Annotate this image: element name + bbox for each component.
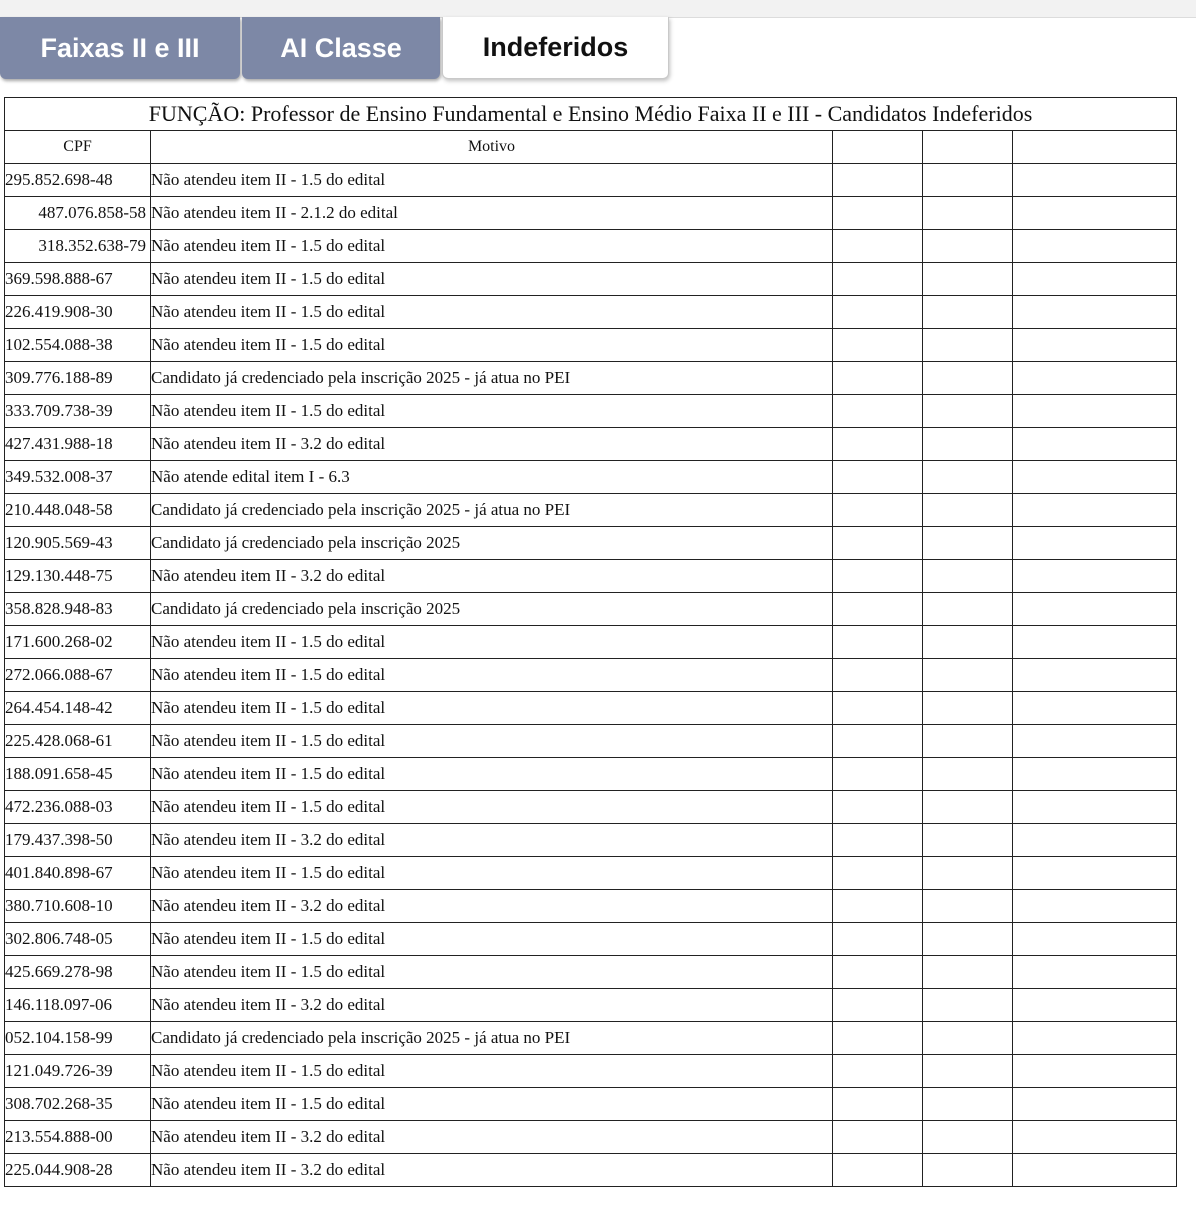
- empty-cell: [923, 725, 1013, 758]
- empty-cell: [1013, 692, 1177, 725]
- empty-cell: [1013, 923, 1177, 956]
- empty-cell: [923, 659, 1013, 692]
- cpf-cell: 210.448.048-58: [5, 494, 151, 527]
- empty-cell: [1013, 659, 1177, 692]
- motivo-cell: Não atendeu item II - 1.5 do edital: [151, 395, 833, 428]
- empty-cell: [833, 164, 923, 197]
- table-row: [5, 1022, 1177, 1055]
- empty-cell: [833, 230, 923, 263]
- empty-cell: [833, 1055, 923, 1088]
- motivo-cell: Não atende edital item I - 6.3: [151, 461, 833, 494]
- motivo-cell: Não atendeu item II - 1.5 do edital: [151, 659, 833, 692]
- table-title: FUNÇÃO: Professor de Ensino Fundamental e Ensino Médio Faixa II e III - Candidatos Indeferidos: [5, 98, 1177, 131]
- motivo-cell: Candidato já credenciado pela inscrição 2025: [151, 527, 833, 560]
- empty-cell: [923, 956, 1013, 989]
- tab-faixas-ii-e-iii[interactable]: Faixas II e III: [0, 17, 240, 79]
- empty-cell: [1013, 626, 1177, 659]
- table-row: [5, 560, 1177, 593]
- cpf-cell: 358.828.948-83: [5, 593, 151, 626]
- empty-cell: [833, 1154, 923, 1187]
- empty-cell: [833, 395, 923, 428]
- empty-cell: [923, 857, 1013, 890]
- column-header-empty: [923, 131, 1013, 164]
- motivo-cell: Não atendeu item II - 1.5 do edital: [151, 296, 833, 329]
- cpf-cell: 188.091.658-45: [5, 758, 151, 791]
- empty-cell: [1013, 230, 1177, 263]
- empty-cell: [1013, 395, 1177, 428]
- table-row: [5, 296, 1177, 329]
- motivo-cell: Não atendeu item II - 3.2 do edital: [151, 1121, 833, 1154]
- empty-cell: [923, 1121, 1013, 1154]
- empty-cell: [923, 758, 1013, 791]
- motivo-cell: Não atendeu item II - 3.2 do edital: [151, 890, 833, 923]
- empty-cell: [833, 362, 923, 395]
- table-row: [5, 989, 1177, 1022]
- cpf-cell: 487.076.858-58: [5, 197, 151, 230]
- column-header-cpf: CPF: [5, 131, 151, 164]
- cpf-cell: 264.454.148-42: [5, 692, 151, 725]
- table-row: [5, 857, 1177, 890]
- cpf-cell: 225.044.908-28: [5, 1154, 151, 1187]
- motivo-cell: Não atendeu item II - 1.5 do edital: [151, 1055, 833, 1088]
- empty-cell: [833, 824, 923, 857]
- motivo-cell: Não atendeu item II - 1.5 do edital: [151, 857, 833, 890]
- motivo-cell: Não atendeu item II - 3.2 do edital: [151, 428, 833, 461]
- cpf-cell: 272.066.088-67: [5, 659, 151, 692]
- cpf-cell: 226.419.908-30: [5, 296, 151, 329]
- motivo-cell: Não atendeu item II - 3.2 do edital: [151, 1154, 833, 1187]
- empty-cell: [833, 593, 923, 626]
- empty-cell: [923, 989, 1013, 1022]
- empty-cell: [923, 1088, 1013, 1121]
- empty-cell: [923, 1154, 1013, 1187]
- cpf-cell: 052.104.158-99: [5, 1022, 151, 1055]
- indeferidos-table: [4, 97, 1177, 1187]
- empty-cell: [1013, 197, 1177, 230]
- motivo-cell: Não atendeu item II - 3.2 do edital: [151, 560, 833, 593]
- sheet-tabs: [0, 17, 1196, 81]
- table-row: [5, 593, 1177, 626]
- empty-cell: [1013, 857, 1177, 890]
- empty-cell: [923, 428, 1013, 461]
- empty-cell: [923, 527, 1013, 560]
- table-row: [5, 923, 1177, 956]
- empty-cell: [1013, 263, 1177, 296]
- empty-cell: [923, 197, 1013, 230]
- cpf-cell: 120.905.569-43: [5, 527, 151, 560]
- empty-cell: [923, 329, 1013, 362]
- table-row: [5, 824, 1177, 857]
- cpf-cell: 318.352.638-79: [5, 230, 151, 263]
- motivo-cell: Não atendeu item II - 1.5 do edital: [151, 725, 833, 758]
- empty-cell: [833, 428, 923, 461]
- empty-cell: [923, 296, 1013, 329]
- cpf-cell: 380.710.608-10: [5, 890, 151, 923]
- table-row: [5, 395, 1177, 428]
- motivo-cell: Não atendeu item II - 2.1.2 do edital: [151, 197, 833, 230]
- motivo-cell: Não atendeu item II - 3.2 do edital: [151, 824, 833, 857]
- empty-cell: [833, 1022, 923, 1055]
- column-header-empty: [833, 131, 923, 164]
- empty-cell: [923, 494, 1013, 527]
- motivo-cell: Não atendeu item II - 1.5 do edital: [151, 329, 833, 362]
- empty-cell: [1013, 164, 1177, 197]
- empty-cell: [923, 626, 1013, 659]
- cpf-cell: 102.554.088-38: [5, 329, 151, 362]
- cpf-cell: 179.437.398-50: [5, 824, 151, 857]
- cpf-cell: 369.598.888-67: [5, 263, 151, 296]
- table-row: [5, 197, 1177, 230]
- cpf-cell: 333.709.738-39: [5, 395, 151, 428]
- cpf-cell: 308.702.268-35: [5, 1088, 151, 1121]
- empty-cell: [1013, 758, 1177, 791]
- empty-cell: [833, 461, 923, 494]
- top-toolbar-strip: [0, 0, 1196, 18]
- cpf-cell: 401.840.898-67: [5, 857, 151, 890]
- table-row: [5, 494, 1177, 527]
- table-row: [5, 956, 1177, 989]
- motivo-cell: Candidato já credenciado pela inscrição 2025: [151, 593, 833, 626]
- empty-cell: [833, 923, 923, 956]
- empty-cell: [1013, 1055, 1177, 1088]
- motivo-cell: Não atendeu item II - 1.5 do edital: [151, 692, 833, 725]
- empty-cell: [1013, 428, 1177, 461]
- empty-cell: [833, 791, 923, 824]
- table-row: [5, 1121, 1177, 1154]
- motivo-cell: Não atendeu item II - 1.5 do edital: [151, 164, 833, 197]
- motivo-cell: Não atendeu item II - 1.5 do edital: [151, 791, 833, 824]
- table-row: [5, 230, 1177, 263]
- empty-cell: [923, 692, 1013, 725]
- empty-cell: [833, 560, 923, 593]
- empty-cell: [1013, 329, 1177, 362]
- motivo-cell: Candidato já credenciado pela inscrição 2025 - já atua no PEI: [151, 362, 833, 395]
- cpf-cell: 146.118.097-06: [5, 989, 151, 1022]
- empty-cell: [1013, 824, 1177, 857]
- cpf-cell: 302.806.748-05: [5, 923, 151, 956]
- empty-cell: [923, 230, 1013, 263]
- empty-cell: [1013, 461, 1177, 494]
- motivo-cell: Não atendeu item II - 1.5 do edital: [151, 1088, 833, 1121]
- tab-ai-classe[interactable]: AI Classe: [242, 17, 440, 79]
- empty-cell: [923, 362, 1013, 395]
- motivo-cell: Não atendeu item II - 1.5 do edital: [151, 956, 833, 989]
- table-row: [5, 725, 1177, 758]
- empty-cell: [923, 923, 1013, 956]
- cpf-cell: 225.428.068-61: [5, 725, 151, 758]
- tab-indeferidos[interactable]: Indeferidos: [442, 17, 669, 79]
- cpf-cell: 427.431.988-18: [5, 428, 151, 461]
- empty-cell: [833, 857, 923, 890]
- empty-cell: [833, 890, 923, 923]
- column-header-motivo: Motivo: [151, 131, 833, 164]
- empty-cell: [923, 395, 1013, 428]
- empty-cell: [833, 329, 923, 362]
- empty-cell: [923, 461, 1013, 494]
- cpf-cell: 472.236.088-03: [5, 791, 151, 824]
- empty-cell: [833, 725, 923, 758]
- empty-cell: [833, 626, 923, 659]
- cpf-cell: 425.669.278-98: [5, 956, 151, 989]
- motivo-cell: Não atendeu item II - 1.5 do edital: [151, 758, 833, 791]
- empty-cell: [1013, 1088, 1177, 1121]
- empty-cell: [1013, 560, 1177, 593]
- empty-cell: [1013, 725, 1177, 758]
- column-header-empty: [1013, 131, 1177, 164]
- table-row: [5, 329, 1177, 362]
- empty-cell: [1013, 1022, 1177, 1055]
- empty-cell: [833, 296, 923, 329]
- table-row: [5, 428, 1177, 461]
- empty-cell: [833, 494, 923, 527]
- empty-cell: [833, 692, 923, 725]
- motivo-cell: Não atendeu item II - 1.5 do edital: [151, 923, 833, 956]
- empty-cell: [923, 1055, 1013, 1088]
- empty-cell: [1013, 1121, 1177, 1154]
- empty-cell: [923, 824, 1013, 857]
- empty-cell: [833, 989, 923, 1022]
- empty-cell: [1013, 362, 1177, 395]
- empty-cell: [923, 164, 1013, 197]
- empty-cell: [1013, 296, 1177, 329]
- motivo-cell: Não atendeu item II - 3.2 do edital: [151, 989, 833, 1022]
- cpf-cell: 129.130.448-75: [5, 560, 151, 593]
- motivo-cell: Candidato já credenciado pela inscrição 2025 - já atua no PEI: [151, 1022, 833, 1055]
- empty-cell: [1013, 1154, 1177, 1187]
- empty-cell: [1013, 527, 1177, 560]
- empty-cell: [1013, 956, 1177, 989]
- table-row: [5, 1088, 1177, 1121]
- table-row: [5, 626, 1177, 659]
- motivo-cell: Candidato já credenciado pela inscrição 2025 - já atua no PEI: [151, 494, 833, 527]
- empty-cell: [923, 791, 1013, 824]
- table-row: [5, 659, 1177, 692]
- motivo-cell: Não atendeu item II - 1.5 do edital: [151, 230, 833, 263]
- cpf-cell: 213.554.888-00: [5, 1121, 151, 1154]
- empty-cell: [833, 1088, 923, 1121]
- cpf-cell: 171.600.268-02: [5, 626, 151, 659]
- empty-cell: [833, 659, 923, 692]
- cpf-cell: 309.776.188-89: [5, 362, 151, 395]
- empty-cell: [833, 956, 923, 989]
- empty-cell: [1013, 593, 1177, 626]
- cpf-cell: 121.049.726-39: [5, 1055, 151, 1088]
- cpf-cell: 295.852.698-48: [5, 164, 151, 197]
- empty-cell: [833, 758, 923, 791]
- empty-cell: [923, 263, 1013, 296]
- table-row: [5, 164, 1177, 197]
- empty-cell: [1013, 791, 1177, 824]
- empty-cell: [833, 197, 923, 230]
- empty-cell: [1013, 494, 1177, 527]
- empty-cell: [833, 1121, 923, 1154]
- empty-cell: [1013, 989, 1177, 1022]
- table-row: [5, 1055, 1177, 1088]
- motivo-cell: Não atendeu item II - 1.5 do edital: [151, 263, 833, 296]
- empty-cell: [923, 593, 1013, 626]
- table-row: [5, 461, 1177, 494]
- empty-cell: [1013, 890, 1177, 923]
- empty-cell: [923, 560, 1013, 593]
- table-row: [5, 791, 1177, 824]
- table-row: [5, 890, 1177, 923]
- table-row: [5, 692, 1177, 725]
- table-row: [5, 758, 1177, 791]
- empty-cell: [923, 1022, 1013, 1055]
- table-row: [5, 527, 1177, 560]
- table-row: [5, 1154, 1177, 1187]
- table-row: [5, 263, 1177, 296]
- empty-cell: [923, 890, 1013, 923]
- empty-cell: [833, 527, 923, 560]
- cpf-cell: 349.532.008-37: [5, 461, 151, 494]
- motivo-cell: Não atendeu item II - 1.5 do edital: [151, 626, 833, 659]
- table-row: [5, 362, 1177, 395]
- empty-cell: [833, 263, 923, 296]
